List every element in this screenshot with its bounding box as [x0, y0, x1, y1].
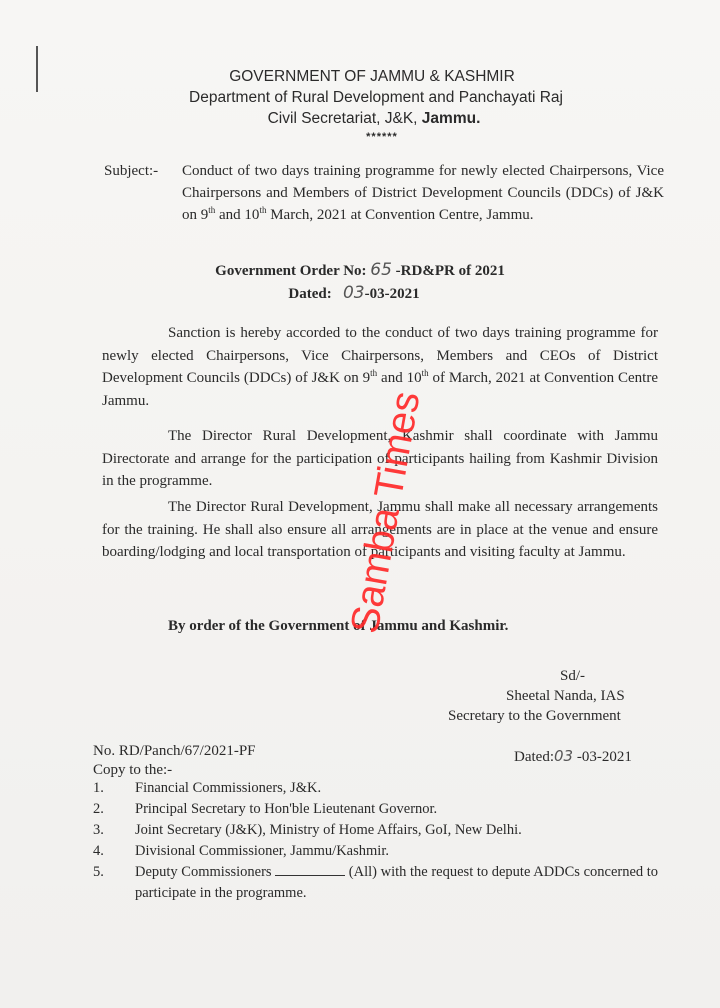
list-item-text: Divisional Commissioner, Jammu/Kashmir. [135, 843, 389, 859]
p1-c: of March, 2021 at Convention Centre Jammu. [102, 370, 658, 409]
header-department: Department of Rural Development and Panchayati Raj [189, 89, 563, 106]
order-date-day-handwritten: 03 [342, 283, 365, 303]
order-date-line [0, 283, 714, 303]
subject-sup2: th [259, 205, 267, 215]
subject-text-c: March, 2021 at Convention Centre, Jammu. [266, 207, 534, 223]
order-number-handwritten: 65 [370, 260, 392, 280]
p1-sup2: th [421, 368, 429, 378]
subject-sup1: th [208, 205, 216, 215]
signature-sd: Sd/- [560, 668, 586, 684]
order-date-rest: -03-2021 [364, 286, 420, 302]
list-item-number: 1. [93, 780, 104, 796]
copy-to-label: Copy to the:- [93, 762, 173, 778]
list-item [93, 862, 673, 904]
reference-date [514, 747, 632, 766]
copy-list [93, 778, 673, 904]
header-address-city: Jammu. [421, 110, 481, 127]
order-dated-label: Dated: [288, 286, 336, 302]
paragraph-jammu-director: The Director Rural Development, Jammu shall make all necessary arrangements for the training. He shall also ensure all arrangements are in place at the venue and ensure boarding/lodging and local transportation of participants and visiting faculty at Jammu. [102, 499, 658, 560]
list-item-text: Principal Secretary to Hon'ble Lieutenant Governor. [135, 801, 438, 817]
header-government: GOVERNMENT OF JAMMU & KASHMIR [229, 68, 515, 85]
list-item [93, 820, 673, 841]
list-item-number: 3. [93, 822, 104, 838]
list-item-text: Joint Secretary (J&K), Ministry of Home Affairs, GoI, New Delhi. [135, 822, 522, 838]
p1-a: Sanction is hereby accorded to the conduct of two days training programme for newly elected Chairpersons, Vice Chairpersons, Members and CEOs of District Development Councils (DDCs) of J&K on 9 [102, 325, 658, 386]
list-item [93, 799, 673, 820]
header-address [14, 110, 720, 128]
p1-b: and 10 [377, 370, 422, 386]
reference-number: No. RD/Panch/67/2021-PF [93, 743, 256, 759]
subject-text [182, 160, 664, 226]
paragraph-kashmir-director: The Director Rural Development, Kashmir shall coordinate with Jammu Directorate and arrange for the participation of participants hailing from Kashmir Division in the programme. [102, 428, 658, 489]
signature-name: Sheetal Nanda, IAS [506, 688, 625, 704]
order-prefix: Government Order No: [215, 263, 371, 279]
fill-blank-line [275, 863, 345, 876]
reference-dated-label: Dated: [514, 749, 554, 765]
list-item-text: Financial Commissioners, J&K. [135, 780, 322, 796]
reference-date-day-handwritten: 03 [553, 747, 574, 765]
list-item [93, 778, 673, 799]
header-address-prefix: Civil Secretariat, J&K, [267, 110, 422, 127]
list-item-number: 4. [93, 843, 104, 859]
order-number-line [0, 260, 720, 280]
watermark-text: Samba Times [342, 388, 429, 637]
subject-text-b: and 10 [215, 207, 260, 223]
order-suffix: -RD&PR of 2021 [391, 263, 505, 279]
subject-text-a: Conduct of two days training programme for newly elected Chairpersons, Vice Chairpersons and Members of District Development Councils (DDCs) of J&K on 9 [182, 163, 664, 223]
list-item-text-a: Deputy Commissioners [135, 864, 276, 880]
list-item-number: 5. [93, 864, 104, 880]
list-item [93, 841, 673, 862]
paragraph-sanction [102, 322, 658, 412]
subject-label: Subject:- [104, 163, 159, 179]
reference-date-rest: -03-2021 [573, 749, 632, 765]
by-order-line: By order of the Government of Jammu and Kashmir. [168, 618, 509, 634]
p1-sup1: th [370, 368, 378, 378]
header-stars: ****** [366, 131, 398, 143]
list-item-text-b: (All) with the request to depute ADDCs concerned to participate in the programme. [135, 864, 659, 901]
signature-designation: Secretary to the Government [448, 708, 621, 724]
list-item-number: 2. [93, 801, 104, 817]
